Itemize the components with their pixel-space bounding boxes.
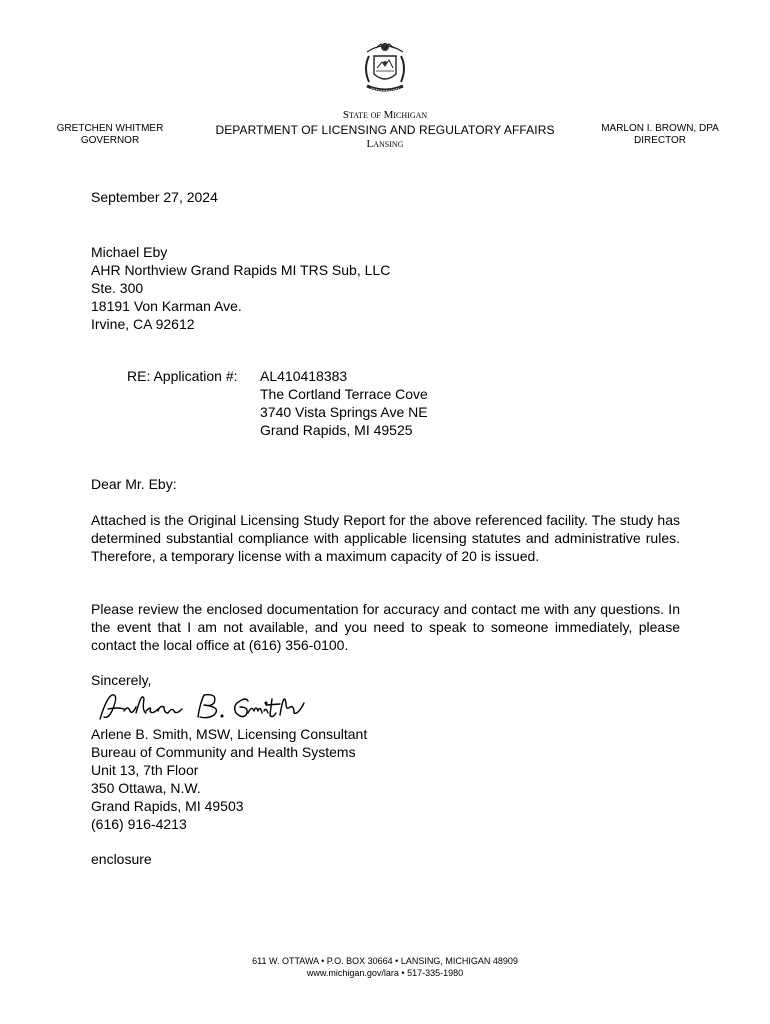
letter-date: September 27, 2024 bbox=[91, 189, 218, 205]
re-label: RE: Application #: bbox=[127, 368, 238, 384]
signer-street: 350 Ottawa, N.W. bbox=[91, 780, 201, 796]
facility-city: Grand Rapids, MI 49525 bbox=[260, 422, 413, 438]
signer-city: Grand Rapids, MI 49503 bbox=[91, 798, 244, 814]
recipient-name: Michael Eby bbox=[91, 244, 168, 260]
closing: Sincerely, bbox=[91, 672, 152, 688]
recipient-address bbox=[91, 243, 390, 333]
recipient-suite: Ste. 300 bbox=[91, 280, 144, 296]
recipient-street: 18191 Von Karman Ave. bbox=[91, 298, 242, 314]
footer-contact: www.michigan.gov/lara • 517-335-1980 bbox=[306, 968, 464, 978]
recipient-city: Irvine, CA 92612 bbox=[91, 316, 195, 332]
application-number: AL410418383 bbox=[260, 368, 348, 384]
department-name: DEPARTMENT OF LICENSING AND REGULATORY AFFAIRS bbox=[215, 123, 555, 137]
paragraph-review-request: Please review the enclosed documentation for accuracy and contact me with any questions. In the event that I am not available, and you need to speak to someone immediately, please contact the local office at (616) 356-0100. bbox=[91, 601, 680, 653]
governor-block bbox=[40, 123, 180, 147]
signer-bureau: Bureau of Community and Health Systems bbox=[91, 744, 356, 760]
salutation: Dear Mr. Eby: bbox=[91, 476, 177, 492]
paragraph-study-result: Attached is the Original Licensing Study Report for the above referenced facility. The study has determined substantial compliance with applicable licensing statutes and administrative rules. Therefore, a temporary license with a maximum capacity of 20 is issued. bbox=[91, 512, 680, 564]
director-block bbox=[590, 123, 730, 147]
signer-unit: Unit 13, 7th Floor bbox=[91, 762, 199, 778]
enclosure-note: enclosure bbox=[91, 851, 152, 867]
footer bbox=[85, 955, 685, 979]
recipient-company: AHR Northview Grand Rapids MI TRS Sub, LLC bbox=[91, 262, 391, 278]
facility-street: 3740 Vista Springs Ave NE bbox=[260, 404, 428, 420]
director-title: DIRECTOR bbox=[633, 135, 687, 146]
state-heading: State of Michigan bbox=[342, 109, 428, 121]
re-details bbox=[260, 367, 428, 439]
governor-title: GOVERNOR bbox=[80, 135, 140, 146]
director-name: MARLON I. BROWN, DPA bbox=[601, 123, 719, 134]
michigan-seal-icon bbox=[359, 38, 411, 96]
facility-name: The Cortland Terrace Cove bbox=[260, 386, 428, 402]
city-heading: Lansing bbox=[366, 138, 404, 150]
footer-address: 611 W. OTTAWA • P.O. BOX 30664 • LANSING, MICHIGAN 48909 bbox=[252, 956, 518, 966]
handwritten-signature bbox=[94, 689, 309, 725]
governor-name: GRETCHEN WHITMER bbox=[56, 123, 164, 134]
department-block bbox=[195, 109, 575, 151]
signer-name: Arlene B. Smith, MSW, Licensing Consultant bbox=[91, 726, 368, 742]
signer-block bbox=[91, 725, 367, 833]
signer-phone: (616) 916-4213 bbox=[91, 816, 187, 832]
